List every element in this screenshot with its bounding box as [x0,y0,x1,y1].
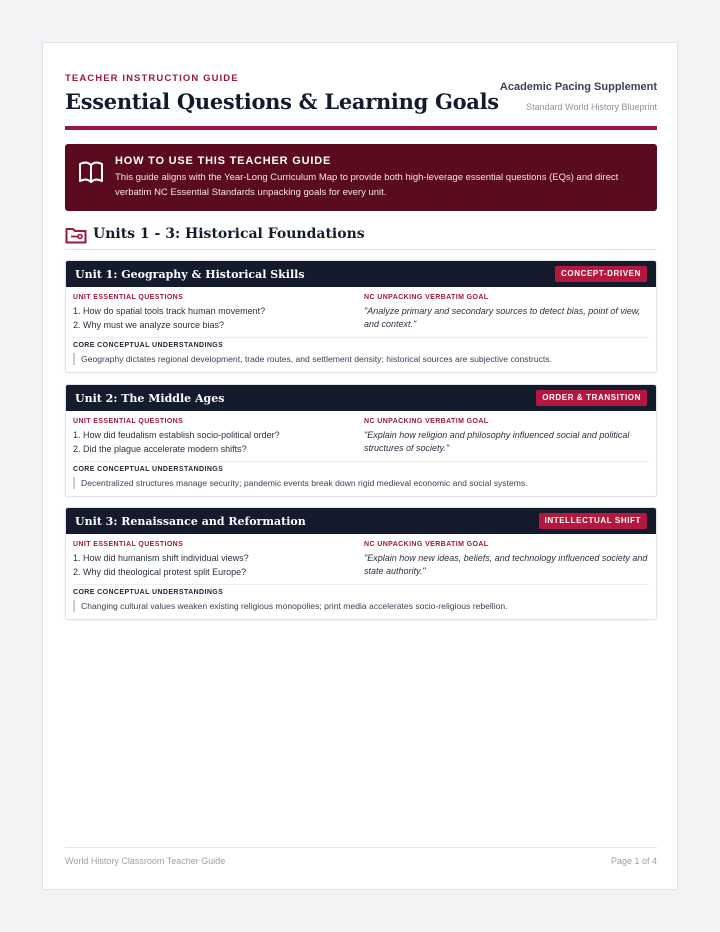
info-text: This guide aligns with the Year-Long Curriculum Map to provide both high-leverage essential questions (EQs) and direct verbatim NC Essential Standards unpacking goals for every unit. [115,172,619,198]
core-understanding: Geography dictates regional development, trade routes, and settlement density; historical sources are subjective constructs. [73,353,552,365]
essential-question-2: 2. Why did theological protest split Europe? [73,567,247,577]
essential-question-2: 2. Did the plague accelerate modern shifts? [73,444,247,454]
verbatim-goal: "Explain how religion and philosophy influenced social and political structures of society." [364,430,630,453]
folder-icon [65,226,87,244]
verbatim-goal: "Analyze primary and secondary sources to detect bias, point of view, and context." [364,306,641,329]
essential-question-1: 1. How did humanism shift individual views? [73,553,249,563]
unit-header [66,261,656,287]
eq-label: UNIT ESSENTIAL QUESTIONS [73,418,184,425]
unit-title: Unit 2: The Middle Ages [75,392,225,405]
blueprint-label: Standard World History Blueprint [526,102,657,112]
document-page [42,42,678,890]
page-content [65,43,657,891]
page-title: Essential Questions & Learning Goals [65,89,499,114]
unit-card-2 [65,384,657,497]
unit-card-3 [65,507,657,620]
unit-badge: ORDER & TRANSITION [536,390,647,406]
book-icon [77,158,105,186]
section-heading [65,226,657,250]
unit-badge: CONCEPT-DRIVEN [555,266,647,282]
card-divider [73,584,649,585]
verbatim-goal: "Explain how new ideas, beliefs, and technology influenced society and state authority." [364,553,648,576]
unit-title: Unit 1: Geography & Historical Skills [75,268,305,281]
card-divider [73,337,649,338]
unit-header [66,385,656,411]
core-label: CORE CONCEPTUAL UNDERSTANDINGS [73,342,224,349]
essential-question-2: 2. Why must we analyze source bias? [73,320,225,330]
unit-header [66,508,656,534]
goal-label: NC UNPACKING VERBATIM GOAL [364,541,489,548]
card-divider [73,461,649,462]
eq-label: UNIT ESSENTIAL QUESTIONS [73,294,184,301]
guide-kicker: TEACHER INSTRUCTION GUIDE [65,73,239,84]
unit-badge: INTELLECTUAL SHIFT [539,513,647,529]
page-number: Page 1 of 4 [610,856,657,866]
supplement-label: Academic Pacing Supplement [499,81,657,93]
core-understanding: Decentralized structures manage security; pandemic events break down rigid medieval economic and social systems. [73,477,528,489]
header-rule [65,126,657,130]
footer-rule [65,847,657,848]
unit-title: Unit 3: Renaissance and Reformation [75,515,306,528]
unit-card-1 [65,260,657,373]
goal-label: NC UNPACKING VERBATIM GOAL [364,294,489,301]
info-heading: HOW TO USE THIS TEACHER GUIDE [115,155,332,167]
essential-question-1: 1. How do spatial tools track human movement? [73,306,266,316]
eq-label: UNIT ESSENTIAL QUESTIONS [73,541,184,548]
core-understanding: Changing cultural values weaken existing religious monopolies; print media accelerates socio-religious rebellion. [73,600,508,612]
section-title: Units 1 - 3: Historical Foundations [93,226,365,242]
info-callout [65,144,657,211]
core-label: CORE CONCEPTUAL UNDERSTANDINGS [73,589,224,596]
footer-title: World History Classroom Teacher Guide [65,856,226,866]
goal-label: NC UNPACKING VERBATIM GOAL [364,418,489,425]
essential-question-1: 1. How did feudalism establish socio-political order? [73,430,280,440]
core-label: CORE CONCEPTUAL UNDERSTANDINGS [73,466,224,473]
